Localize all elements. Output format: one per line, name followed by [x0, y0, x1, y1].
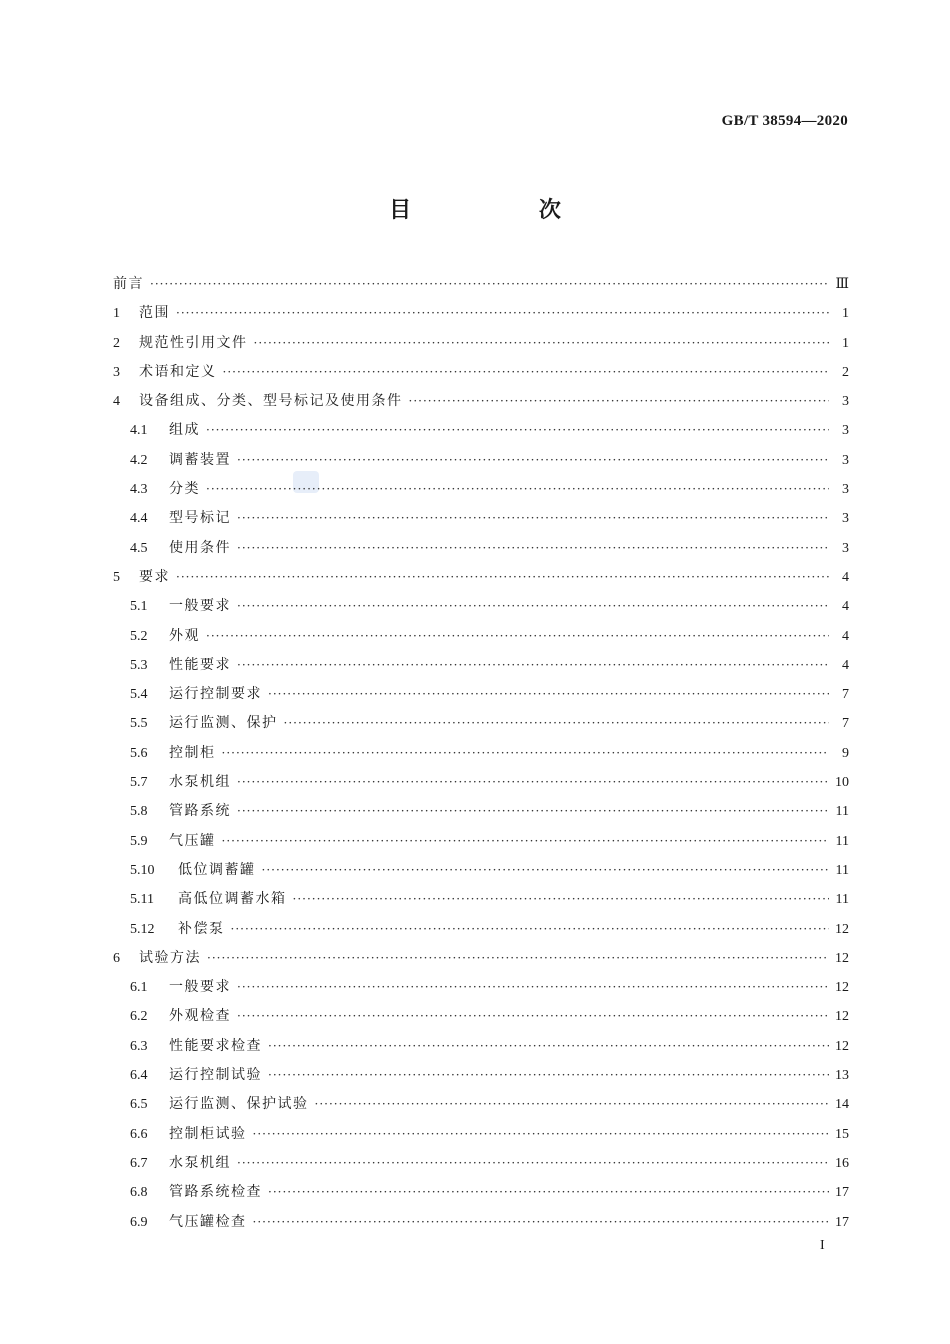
toc-entry-title: 气压罐检查: [169, 1213, 247, 1230]
toc-entry-title: 管路系统检查: [169, 1184, 262, 1201]
toc-entry-page: 1: [842, 306, 849, 322]
toc-entry-page: 2: [842, 364, 849, 380]
toc-entry-number: 4.1: [130, 423, 148, 439]
toc-dot-leader: [268, 1178, 829, 1207]
toc-entry-page: 3: [842, 540, 849, 556]
toc-entry-title: 要求: [139, 568, 170, 585]
toc-entry-number: 6.7: [130, 1155, 148, 1171]
toc-entry-number: 3: [113, 364, 120, 380]
toc-entry-page: 12: [835, 980, 849, 996]
toc-entry[interactable]: [113, 270, 849, 299]
toc-dot-leader: [237, 651, 829, 680]
toc-entry[interactable]: [113, 827, 849, 856]
toc-entry-title: 范围: [139, 305, 170, 322]
toc-entry-number: 6.9: [130, 1214, 148, 1230]
toc-entry-title: 管路系统: [169, 803, 231, 820]
toc-entry-title: 补偿泵: [178, 920, 225, 937]
toc-entry-title: 控制柜: [169, 744, 216, 761]
toc-entry-title: 一般要求: [169, 598, 231, 615]
toc-entry-title: 性能要求检查: [169, 1037, 262, 1054]
toc-entry[interactable]: [113, 622, 849, 651]
toc-entry[interactable]: [113, 534, 849, 563]
toc-entry-title: 术语和定义: [139, 363, 217, 380]
toc-entry[interactable]: [113, 1149, 849, 1178]
toc-dot-leader: [237, 1002, 829, 1031]
toc-entry-title: 运行控制要求: [169, 686, 262, 703]
toc-entry-number: 5.9: [130, 833, 148, 849]
toc-dot-leader: [293, 885, 830, 914]
toc-entry-page: 7: [842, 687, 849, 703]
toc-entry[interactable]: [113, 1120, 849, 1149]
toc-entry-number: 5.1: [130, 599, 148, 615]
toc-entry-title: 规范性引用文件: [139, 334, 248, 351]
toc-entry[interactable]: [113, 709, 849, 738]
toc-entry-page: 12: [835, 1038, 849, 1054]
toc-entry-page: 1: [842, 335, 849, 351]
toc-dot-leader: [223, 358, 830, 387]
standard-number: GB/T 38594—2020: [721, 113, 848, 129]
toc-entry-title: 控制柜试验: [169, 1125, 247, 1142]
toc-entry[interactable]: [113, 915, 849, 944]
toc-entry-page: 12: [835, 950, 849, 966]
toc-entry-page: 3: [842, 423, 849, 439]
toc-entry[interactable]: [113, 387, 849, 416]
toc-dot-leader: [237, 504, 829, 533]
toc-entry-page: 13: [835, 1068, 849, 1084]
toc-entry[interactable]: [113, 680, 849, 709]
toc-entry-number: 5.5: [130, 716, 148, 732]
toc-entry-page: 3: [842, 394, 849, 410]
toc-entry-number: 4.2: [130, 452, 148, 468]
toc-dot-leader: [237, 768, 829, 797]
toc-entry-page: 4: [842, 628, 849, 644]
toc-entry-page: 12: [835, 1009, 849, 1025]
toc-dot-leader: [254, 329, 830, 358]
toc-entry[interactable]: [113, 563, 849, 592]
toc-entry-title: 调蓄装置: [169, 451, 231, 468]
toc-entry-title: 水泵机组: [169, 774, 231, 791]
toc-entry-title: 型号标记: [169, 510, 231, 527]
toc-entry-number: 5.3: [130, 657, 148, 673]
toc-entry[interactable]: [113, 504, 849, 533]
toc-entry-number: 5.11: [130, 892, 154, 908]
toc-dot-leader: [176, 563, 829, 592]
toc-entry[interactable]: [113, 1208, 849, 1237]
toc-entry-title: 运行监测、保护: [169, 715, 278, 732]
toc-entry-title: 一般要求: [169, 979, 231, 996]
toc-entry-number: 1: [113, 306, 120, 322]
toc-dot-leader: [253, 1120, 830, 1149]
toc-dot-leader: [409, 387, 830, 416]
toc-entry[interactable]: [113, 329, 849, 358]
toc-entry[interactable]: [113, 797, 849, 826]
toc-entry-page: 3: [842, 511, 849, 527]
toc-dot-leader: [237, 973, 829, 1002]
toc-entry-title: 低位调蓄罐: [178, 861, 256, 878]
toc-entry-title: 设备组成、分类、型号标记及使用条件: [139, 393, 403, 410]
toc-dot-leader: [253, 1208, 830, 1237]
toc-dot-leader: [222, 827, 830, 856]
toc-entry-page: 4: [842, 599, 849, 615]
toc-dot-leader: [284, 709, 830, 738]
toc-entry-number: 5: [113, 569, 120, 585]
toc-entry-page: 14: [835, 1097, 849, 1113]
toc-entry[interactable]: [113, 475, 849, 504]
toc-entry-number: 5.8: [130, 804, 148, 820]
toc-entry-page: 9: [842, 745, 849, 761]
toc-entry[interactable]: [113, 885, 849, 914]
toc-entry-number: 6.6: [130, 1126, 148, 1142]
toc-entry-title: 高低位调蓄水箱: [178, 891, 287, 908]
toc-dot-leader: [237, 797, 829, 826]
toc-entry-page: 16: [835, 1155, 849, 1171]
toc-dot-leader: [268, 1061, 829, 1090]
toc-entry-title: 性能要求: [169, 656, 231, 673]
toc-dot-leader: [237, 592, 829, 621]
toc-entry-number: 5.7: [130, 775, 148, 791]
toc-entry-page: 11: [835, 862, 849, 878]
toc-entry[interactable]: [113, 1090, 849, 1119]
toc-entry-title: 外观检查: [169, 1008, 231, 1025]
toc-entry-page: 3: [842, 482, 849, 498]
toc-dot-leader: [268, 1032, 829, 1061]
toc-entry-number: 5.2: [130, 628, 148, 644]
toc-dot-leader: [206, 475, 829, 504]
toc-dot-leader: [207, 944, 829, 973]
toc-dot-leader: [150, 270, 829, 299]
toc-dot-leader: [176, 299, 829, 328]
toc-dot-leader: [237, 1149, 829, 1178]
toc-dot-leader: [237, 446, 829, 475]
toc-entry-title: 试验方法: [139, 949, 201, 966]
toc-entry-page: 11: [835, 804, 849, 820]
toc-entry-page: Ⅲ: [835, 277, 849, 292]
toc-entry-title: 使用条件: [169, 539, 231, 556]
toc-entry-title: 分类: [169, 481, 200, 498]
toc-entry[interactable]: [113, 358, 849, 387]
toc-entry-page: 15: [835, 1126, 849, 1142]
toc-entry-number: 4.5: [130, 540, 148, 556]
page-number: I: [820, 1238, 825, 1253]
toc-entry-number: 5.10: [130, 862, 155, 878]
toc-entry-number: 6.5: [130, 1097, 148, 1113]
toc-entry[interactable]: [113, 739, 849, 768]
toc-entry-number: 6.3: [130, 1038, 148, 1054]
toc-entry-number: 6.8: [130, 1185, 148, 1201]
toc-entry-title: 组成: [169, 422, 200, 439]
toc-entry[interactable]: [113, 592, 849, 621]
toc-entry[interactable]: [113, 416, 849, 445]
toc-dot-leader: [237, 534, 829, 563]
toc-entry-title: 前言: [113, 276, 144, 292]
toc-entry-page: 11: [835, 892, 849, 908]
toc-entry-page: 4: [842, 569, 849, 585]
toc-entry-page: 7: [842, 716, 849, 732]
toc-entry-title: 外观: [169, 627, 200, 644]
toc-entry-title: 气压罐: [169, 832, 216, 849]
page-title: 目 次: [389, 198, 621, 223]
toc-entry[interactable]: [113, 446, 849, 475]
toc-entry[interactable]: [113, 651, 849, 680]
toc-entry[interactable]: [113, 856, 849, 885]
toc-entry[interactable]: [113, 299, 849, 328]
toc-entry-number: 4: [113, 394, 120, 410]
toc-entry-number: 6.1: [130, 980, 148, 996]
toc-entry-number: 4.3: [130, 482, 148, 498]
toc-entry-page: 17: [835, 1214, 849, 1230]
toc-entry[interactable]: [113, 768, 849, 797]
toc-dot-leader: [268, 680, 829, 709]
toc-entry[interactable]: [113, 1002, 849, 1031]
toc-entry[interactable]: [113, 1178, 849, 1207]
toc-entry-number: 5.12: [130, 921, 155, 937]
toc-entry-number: 2: [113, 335, 120, 351]
toc-entry-number: 6.4: [130, 1068, 148, 1084]
toc-entry-page: 11: [835, 833, 849, 849]
toc-dot-leader: [315, 1090, 830, 1119]
toc-entry[interactable]: [113, 973, 849, 1002]
toc-dot-leader: [262, 856, 830, 885]
toc-entry-title: 运行监测、保护试验: [169, 1096, 309, 1113]
toc-entry[interactable]: [113, 1061, 849, 1090]
toc-entry-page: 17: [835, 1185, 849, 1201]
toc-entry-page: 12: [835, 921, 849, 937]
toc-entry[interactable]: [113, 1032, 849, 1061]
toc-entry-number: 6.2: [130, 1009, 148, 1025]
toc-entry[interactable]: [113, 944, 849, 973]
toc-dot-leader: [206, 622, 829, 651]
toc-entry-page: 3: [842, 452, 849, 468]
toc-entry-number: 5.6: [130, 745, 148, 761]
toc-entry-number: 5.4: [130, 687, 148, 703]
toc-entry-page: 4: [842, 657, 849, 673]
toc-dot-leader: [231, 915, 830, 944]
table-of-contents: [113, 270, 849, 1237]
toc-dot-leader: [222, 739, 830, 768]
toc-entry-number: 6: [113, 950, 120, 966]
toc-entry-number: 4.4: [130, 511, 148, 527]
toc-entry-title: 水泵机组: [169, 1154, 231, 1171]
toc-dot-leader: [206, 416, 829, 445]
toc-entry-title: 运行控制试验: [169, 1067, 262, 1084]
toc-entry-page: 10: [835, 775, 849, 791]
